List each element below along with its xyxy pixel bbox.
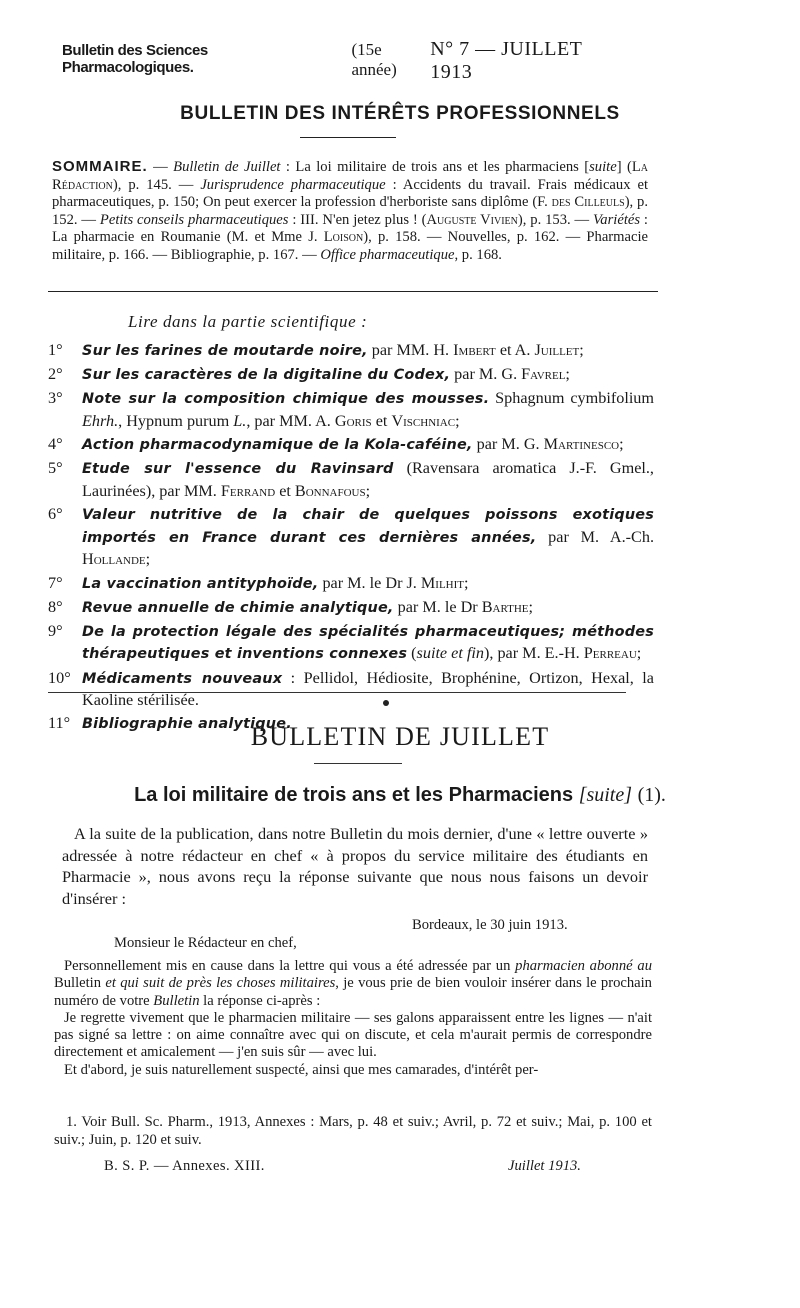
footer-signature: B. S. P. — Annexes. XIII.	[104, 1158, 265, 1174]
journal-name: Bulletin des Sciences Pharmacologiques.	[62, 42, 208, 76]
text-run: Juillet	[534, 341, 580, 359]
text-run: Hollande	[82, 550, 146, 569]
text-run: ), p. 158. — Nouvelles, p. 162. — Pharmacie militaire, p. 166. — Bibliographie, p. 167. —	[52, 229, 648, 263]
article-title-note: (1).	[637, 784, 666, 806]
item-title: Etude sur l'essence du Ravinsard	[82, 461, 394, 478]
journal-year: (15e année)	[351, 40, 397, 79]
bulletin-title-rule	[314, 763, 402, 764]
text-run: Goris	[334, 411, 372, 430]
item-number: 1°	[48, 341, 63, 359]
item-title: De la protection légale des spécialités pharmaceutiques; méthodes thérapeutiques et inventions connexes	[82, 623, 654, 663]
text-run: Bonnafous	[294, 481, 366, 500]
scientific-item	[48, 458, 654, 502]
letter-body	[54, 958, 652, 1079]
item-title: Note sur la composition chimique des mousses.	[82, 391, 490, 408]
text-run: ;	[365, 481, 371, 500]
text-run: , je vous prie de bien vouloir insérer dans le prochain numéro de votre	[54, 975, 652, 1009]
text-run: ;	[565, 365, 570, 384]
running-head	[62, 38, 627, 84]
text-run: ] (	[616, 159, 632, 175]
text-run: (	[407, 644, 417, 663]
text-run: par M. G.	[472, 435, 544, 454]
text-run: Vischniac	[391, 411, 456, 430]
scientific-item	[48, 597, 654, 620]
text-run: par M. le Dr	[393, 597, 482, 616]
text-run: L.	[233, 411, 247, 430]
text-run: Bulletin	[54, 975, 106, 992]
item-title: Sur les caractères de la digitaline du Codex,	[82, 367, 451, 384]
text-run: Sphagnum cymbifolium	[489, 389, 654, 408]
text-run: par M. le Dr J.	[318, 573, 421, 592]
text-run: et	[275, 481, 295, 500]
letter-salutation: Monsieur le Rédacteur en chef,	[114, 935, 297, 951]
text-run: : La loi militaire de trois ans et les pharmaciens [	[280, 159, 590, 175]
text-run: Perreau	[583, 644, 637, 663]
scientific-item	[48, 340, 654, 363]
item-number: 8°	[48, 597, 63, 616]
text-run: ), p. 153. —	[517, 211, 594, 228]
letter-dateline: Bordeaux, le 30 juin 1913.	[412, 917, 568, 933]
text-run: Petits conseils pharmaceutiques	[99, 211, 289, 228]
bulletin-divider	[48, 692, 626, 693]
text-run: La Rédaction	[52, 159, 649, 193]
footer-date: Juillet 1913.	[508, 1158, 581, 1174]
text-run: Milhit	[420, 573, 465, 592]
text-run: Personnellement mis en cause dans la lettre qui vous a été adressée par un	[64, 958, 516, 974]
item-title: Revue annuelle de chimie analytique,	[82, 599, 394, 616]
title-rule	[300, 137, 396, 138]
text-run: et qui suit de près les choses militaires	[105, 975, 336, 992]
section-divider	[48, 291, 658, 292]
ornament-dot	[383, 700, 389, 706]
scientific-item	[48, 364, 654, 387]
text-run: : III. N'en jetez plus ! (	[288, 211, 427, 228]
item-number: 3°	[48, 389, 63, 408]
item-number: 9°	[48, 621, 63, 640]
intro-paragraph: A la suite de la publication, dans notre Bulletin du mois dernier, d'une « lettre ouverte » adressée à notre rédacteur en chef « à propos du service militaire des étudiants en Pharmacie », nous avons reçu la réponse suivante que nous nous faisons un devoir d'insérer :	[62, 824, 648, 908]
issue-label: N° 7 — JUILLET 1913	[430, 38, 583, 83]
article-title-text: La loi militaire de trois ans et les Pharmaciens	[134, 784, 574, 806]
letter-paragraph	[54, 1062, 652, 1079]
item-number: 6°	[48, 505, 63, 524]
text-run: Loison	[323, 229, 364, 246]
scientific-item	[48, 668, 654, 712]
item-number: 5°	[48, 459, 63, 478]
text-run: ), par M. E.-H.	[483, 644, 584, 663]
text-run: et	[371, 411, 392, 430]
scientific-item	[48, 434, 654, 457]
item-title: Valeur nutritive de la chair de quelques poissons exotiques importés en France durant ces dernières années,	[82, 507, 654, 546]
text-run: Favrel	[521, 365, 566, 384]
item-title: Bibliographie analytique.	[82, 716, 292, 733]
text-run: Auguste Vivien	[426, 211, 518, 228]
text-run: Et d'abord, je suis naturellement suspecté, ainsi que mes camarades, d'intérêt per-	[64, 1061, 539, 1078]
text-run: par M. A.-Ch.	[536, 527, 654, 546]
text-run: Bulletin	[153, 992, 200, 1009]
text-run: : Pellidol, Hédiosite, Brophénine, Ortizon, Hexal, la Kaoline stérilisée.	[82, 668, 654, 710]
item-title: Action pharmacodynamique de la Kola-caféine,	[82, 437, 473, 454]
bulletin-title: BULLETIN DE JUILLET	[250, 722, 550, 751]
text-run: la réponse ci-après :	[199, 992, 321, 1009]
item-number: 10°	[48, 668, 71, 687]
text-run: par MM. H.	[367, 341, 454, 359]
footnote: 1. Voir Bull. Sc. Pharm., 1913, Annexes : Mars, p. 48 et suiv.; Avril, p. 72 et suiv.; Mai, p. 100 et suiv.; Juin, p. 120 et suiv.	[54, 1114, 652, 1148]
scientific-item	[48, 621, 654, 666]
text-run: Office pharmaceutique	[320, 246, 455, 263]
scientific-item	[48, 504, 654, 571]
scientific-items-list	[48, 340, 654, 738]
text-run: ;	[455, 411, 460, 430]
text-run: , p. 168.	[454, 246, 502, 263]
text-run: des Cilleuls	[551, 194, 625, 211]
text-run: Variétés	[593, 211, 641, 228]
text-run: et A.	[495, 341, 535, 359]
text-run: ), p. 152. —	[52, 194, 649, 228]
item-number: 11°	[48, 714, 71, 733]
text-run: Bulletin de Juillet	[173, 159, 281, 175]
text-run: pharmacien abonné au	[515, 958, 652, 974]
sommaire-label: SOMMAIRE.	[52, 158, 148, 175]
item-number: 2°	[48, 365, 63, 384]
item-title: Sur les farines de moutarde noire,	[82, 343, 368, 359]
text-run: , Hypnum purum	[118, 411, 234, 430]
scientific-item	[48, 573, 654, 596]
text-run: suite	[589, 159, 617, 175]
text-run: Imbert	[453, 341, 496, 359]
text-run: ;	[464, 573, 469, 592]
text-run: ;	[619, 435, 624, 454]
text-run: : La pharmacie en Roumanie (M. et Mme J.	[52, 211, 648, 246]
text-run: ;	[145, 550, 151, 569]
item-title: Médicaments nouveaux	[82, 670, 283, 687]
letter-paragraph	[54, 958, 652, 1010]
running-head-left	[62, 40, 430, 80]
article-title	[0, 784, 800, 807]
text-run: ;	[636, 644, 642, 663]
text-run: Barthe	[481, 597, 529, 616]
text-run: Martinesco	[543, 435, 620, 454]
text-run: Je regrette vivement que le pharmacien militaire — ses galons apparaissent entre les lignes — n'ait pas signé sa lettre : on aime connaître avec qui on discute, et cela m'aurait permis de correspondre directement et amicalement — j'en suis sûr — avec lui.	[54, 1009, 652, 1061]
text-run: par M. G.	[450, 365, 522, 384]
text-run: (Ravensara aromatica J.-F. Gmel., Laurinées), par MM.	[82, 459, 654, 500]
text-run: Ehrh.	[82, 411, 119, 430]
scientific-item	[48, 388, 654, 432]
text-run: ;	[579, 341, 584, 359]
section-title: BULLETIN DES INTÉRÊTS PROFESSIONNELS	[180, 103, 620, 124]
text-run: Ferrand	[220, 481, 276, 500]
text-run: suite et fin	[416, 644, 484, 663]
item-number: 4°	[48, 435, 63, 454]
text-run: ), p. 145. —	[112, 176, 201, 193]
sommaire-paragraph	[52, 158, 648, 265]
text-run: —	[147, 159, 174, 175]
text-run: Jurisprudence pharmaceutique	[200, 176, 386, 193]
letter-paragraph	[54, 1010, 652, 1062]
text-run: ;	[528, 597, 534, 616]
lire-heading: Lire dans la partie scientifique :	[128, 312, 368, 331]
item-number: 7°	[48, 573, 63, 592]
item-title: La vaccination antityphoïde,	[82, 575, 319, 592]
text-run: : Accidents du travail. Frais médicaux et pharmaceutiques, p. 150; On peut exercer la profession d'herboriste sans diplôme (F.	[52, 176, 648, 211]
text-run: , par MM. A.	[246, 411, 335, 430]
article-title-suite: [suite]	[578, 784, 633, 806]
